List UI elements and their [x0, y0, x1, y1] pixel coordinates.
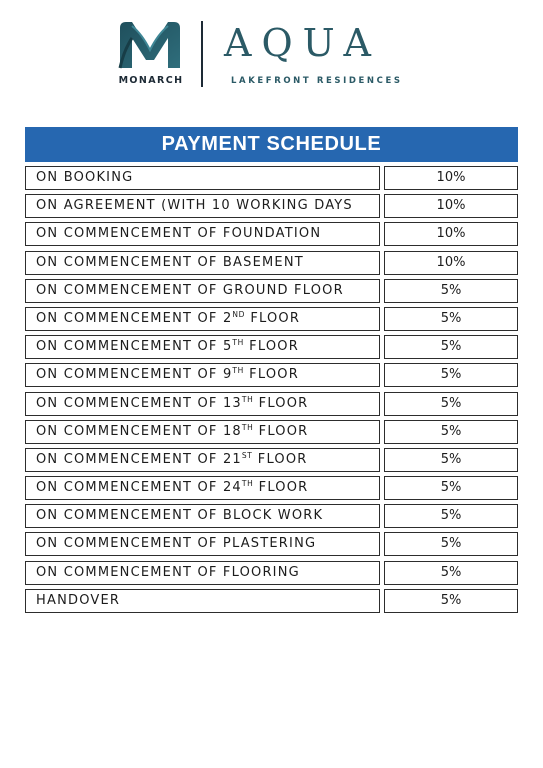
milestone-tail: FLOOR [252, 451, 308, 467]
milestone-text: ON COMMENCEMENT OF [36, 367, 223, 383]
payment-percentage: 5% [384, 589, 518, 613]
payment-percentage: 5% [384, 335, 518, 359]
payment-schedule-title: PAYMENT SCHEDULE [25, 127, 518, 162]
milestone-text: ON COMMENCEMENT OF [36, 480, 223, 496]
table-row [25, 335, 518, 359]
milestone-text: ON AGREEMENT (WITH 10 WORKING DAYS [36, 198, 353, 214]
payment-percentage: 5% [384, 504, 518, 528]
floor-number: 13 [222, 395, 242, 411]
table-row [25, 561, 518, 585]
milestone-text: ON COMMENCEMENT OF [36, 451, 223, 467]
milestone-tail: FLOOR [253, 423, 309, 439]
floor-number: 9 [222, 367, 233, 383]
milestone-label [25, 279, 380, 303]
ordinal-suffix: TH [241, 422, 254, 432]
milestone-text: ON COMMENCEMENT OF [36, 310, 223, 326]
milestone-label [25, 589, 380, 613]
ordinal-suffix: ND [232, 309, 246, 319]
payment-percentage: 5% [384, 561, 518, 585]
table-row [25, 589, 518, 613]
table-row [25, 279, 518, 303]
table-row [25, 166, 518, 190]
milestone-tail: FLOOR [243, 339, 299, 355]
payment-percentage: 10% [384, 222, 518, 246]
ordinal-suffix: ST [241, 450, 253, 460]
milestone-tail: FLOOR [253, 395, 309, 411]
milestone-label [25, 307, 380, 331]
table-row [25, 504, 518, 528]
payment-percentage: 5% [384, 392, 518, 416]
milestone-text: ON COMMENCEMENT OF BLOCK WORK [36, 508, 324, 524]
payment-percentage: 5% [384, 363, 518, 387]
milestone-tail: FLOOR [243, 367, 299, 383]
ordinal-suffix: TH [232, 338, 244, 348]
milestone-text: ON BOOKING [36, 170, 134, 185]
logo-divider [201, 21, 203, 87]
table-row [25, 448, 518, 472]
milestone-text: ON COMMENCEMENT OF [36, 423, 223, 439]
table-row [25, 363, 518, 387]
payment-percentage: 5% [384, 420, 518, 444]
milestone-label [25, 392, 380, 416]
table-row [25, 420, 518, 444]
table-row [25, 251, 518, 275]
milestone-tail: FLOOR [253, 480, 309, 496]
table-row [25, 222, 518, 246]
milestone-tail: FLOOR [245, 310, 301, 326]
floor-number: 21 [222, 451, 242, 467]
payment-percentage: 5% [384, 307, 518, 331]
ordinal-suffix: TH [232, 366, 244, 376]
milestone-text: ON COMMENCEMENT OF [36, 395, 223, 411]
milestone-text: ON COMMENCEMENT OF GROUND FLOOR [36, 282, 344, 298]
milestone-text: ON COMMENCEMENT OF BASEMENT [36, 254, 304, 270]
floor-number: 24 [222, 480, 242, 496]
milestone-label [25, 335, 380, 359]
project-tagline: LAKEFRONT RESIDENCES [231, 76, 403, 86]
floor-number: 18 [222, 423, 242, 439]
floor-number: 2 [222, 310, 233, 326]
payment-percentage: 10% [384, 166, 518, 190]
milestone-label [25, 194, 380, 218]
milestone-label [25, 561, 380, 585]
milestone-label [25, 166, 380, 190]
milestone-text: ON COMMENCEMENT OF FOUNDATION [36, 226, 322, 242]
payment-percentage: 5% [384, 448, 518, 472]
table-row [25, 476, 518, 500]
payment-percentage: 5% [384, 532, 518, 556]
header [0, 18, 543, 90]
table-row [25, 194, 518, 218]
monarch-logo [118, 18, 184, 90]
milestone-label [25, 476, 380, 500]
table-row [25, 392, 518, 416]
monarch-m-icon [118, 20, 182, 70]
milestone-text: HANDOVER [36, 592, 121, 608]
milestone-label [25, 532, 380, 556]
project-title: AQUA [224, 21, 381, 65]
milestone-label [25, 504, 380, 528]
milestone-label [25, 363, 380, 387]
monarch-wordmark: MONARCH [118, 75, 184, 86]
ordinal-suffix: TH [241, 394, 254, 404]
payment-percentage: 5% [384, 476, 518, 500]
table-row [25, 532, 518, 556]
milestone-text: ON COMMENCEMENT OF PLASTERING [36, 536, 317, 552]
milestone-label [25, 222, 380, 246]
ordinal-suffix: TH [241, 479, 254, 489]
milestone-text: ON COMMENCEMENT OF FLOORING [36, 564, 300, 580]
milestone-label [25, 448, 380, 472]
payment-schedule-table [25, 166, 518, 617]
milestone-label [25, 251, 380, 275]
payment-percentage: 10% [384, 194, 518, 218]
payment-percentage: 5% [384, 279, 518, 303]
table-row [25, 307, 518, 331]
milestone-label [25, 420, 380, 444]
payment-percentage: 10% [384, 251, 518, 275]
floor-number: 5 [222, 339, 233, 355]
milestone-text: ON COMMENCEMENT OF [36, 339, 223, 355]
